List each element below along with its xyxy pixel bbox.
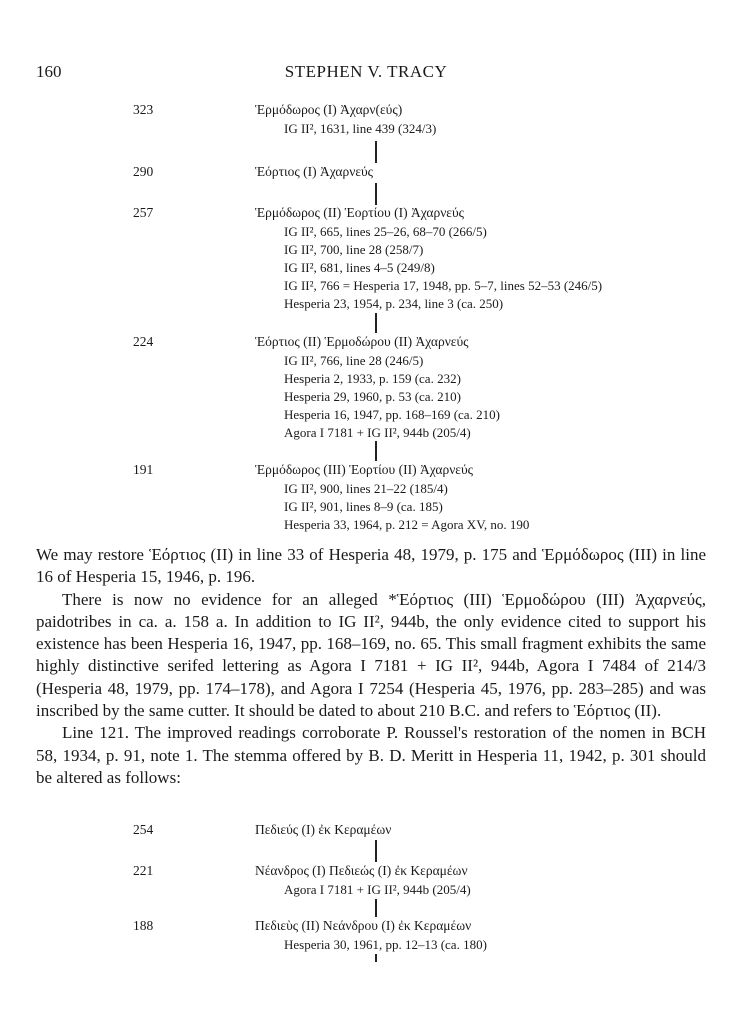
- page-header: [36, 62, 696, 84]
- reference: IG II², 700, line 28 (258/7): [284, 242, 424, 257]
- reference: Hesperia 30, 1961, pp. 12–13 (ca. 180): [284, 937, 487, 952]
- generation-year: 323: [133, 102, 154, 117]
- reference: Hesperia 29, 1960, p. 53 (ca. 210): [284, 389, 461, 404]
- generation-year: 290: [133, 164, 154, 179]
- page-number: 160: [36, 62, 62, 81]
- stemma-line: [375, 183, 377, 205]
- reference: IG II², 681, lines 4–5 (249/8): [284, 260, 435, 275]
- reference-list: [284, 936, 487, 954]
- reference-list: [284, 120, 436, 138]
- reference: Hesperia 33, 1964, p. 212 = Agora XV, no. 190: [284, 517, 530, 532]
- generation-year: 224: [133, 334, 154, 349]
- paragraph: There is now no evidence for an alleged *Ἑόρτιος (III) Ἑρμοδώρου (III) Ἀχαρνεύς, paidotribes in ca. a. 158 a. In addition to IG II², 944b, the only evidence cited to support his existence has been Hesperia 16, 1947, pp. 168–169, no. 65. This small fragment exhibits the same highly distinctive serifed lettering as Agora I 7181 + IG II², 944b, Agora I 7484 of 214/3 (Hesperia 48, 1979, pp. 174–178), and Agora I 7254 (Hesperia 45, 1976, pp. 283–285) and was inscribed by the same cutter. It should be dated to about 210 B.C. and refers to Ἑόρτιος (II).: [36, 589, 706, 721]
- generation-year: 254: [133, 822, 154, 837]
- generation-year: 221: [133, 863, 154, 878]
- generation-name: Νέανδρος (I) Πεδιεώς (I) ἐκ Κεραμέων: [255, 863, 468, 878]
- reference: IG II², 1631, line 439 (324/3): [284, 121, 437, 136]
- generation-name: Πεδιεύς (I) ἐκ Κεραμέων: [255, 822, 392, 837]
- reference-list: [284, 480, 529, 534]
- reference: IG II², 665, lines 25–26, 68–70 (266/5): [284, 224, 487, 239]
- reference-list: [284, 223, 602, 313]
- running-head: STEPHEN V. TRACY: [284, 62, 448, 81]
- reference: IG II², 900, lines 21–22 (185/4): [284, 481, 448, 496]
- stemma-line: [375, 840, 377, 862]
- reference: Agora I 7181 + IG II², 944b (205/4): [284, 882, 471, 897]
- body-text: [36, 544, 706, 789]
- generation-name: Ἑρμόδωρος (I) Ἀχαρν(εύς): [255, 102, 403, 117]
- reference: Hesperia 23, 1954, p. 234, line 3 (ca. 250): [284, 296, 504, 311]
- paragraph: Line 121. The improved readings corroborate P. Roussel's restoration of the nomen in BCH 58, 1934, p. 91, note 1. The stemma offered by B. D. Meritt in Hesperia 11, 1942, p. 301 should be altered as follows:: [36, 723, 706, 787]
- generation-year: 257: [133, 205, 154, 220]
- stemma-line: [375, 954, 377, 962]
- generation-name: Ἑρμόδωρος (II) Ἑορτίου (I) Ἀχαρνεύς: [255, 205, 465, 220]
- generation-year: 191: [133, 462, 154, 477]
- stemma-line: [375, 313, 377, 333]
- reference: IG II², 901, lines 8–9 (ca. 185): [284, 499, 443, 514]
- paragraph: We may restore Ἑόρτιος (II) in line 33 of Hesperia 48, 1979, p. 175 and Ἑρμόδωρος (III) in line 16 of Hesperia 15, 1946, p. 196.: [36, 545, 706, 587]
- reference: IG II², 766, line 28 (246/5): [284, 353, 424, 368]
- reference: IG II², 766 = Hesperia 17, 1948, pp. 5–7, lines 52–53 (246/5): [284, 278, 603, 293]
- stemma-line: [375, 441, 377, 461]
- reference-list: [284, 881, 471, 899]
- generation-year: 188: [133, 918, 154, 933]
- reference: Agora I 7181 + IG II², 944b (205/4): [284, 425, 471, 440]
- generation-name: Ἑόρτιος (II) Ἑρμοδώρου (II) Ἀχαρνεύς: [255, 334, 469, 349]
- stemma-line: [375, 899, 377, 917]
- stemma-line: [375, 141, 377, 163]
- reference: Hesperia 2, 1933, p. 159 (ca. 232): [284, 371, 461, 386]
- generation-name: Ἑόρτιος (I) Ἀχαρνεύς: [255, 164, 374, 179]
- reference-list: [284, 352, 500, 442]
- generation-name: Πεδιεὺς (II) Νεάνδρου (I) ἐκ Κεραμέων: [255, 918, 472, 933]
- generation-name: Ἑρμόδωρος (III) Ἑορτίου (II) Ἀχαρνεύς: [255, 462, 473, 477]
- reference: Hesperia 16, 1947, pp. 168–169 (ca. 210): [284, 407, 500, 422]
